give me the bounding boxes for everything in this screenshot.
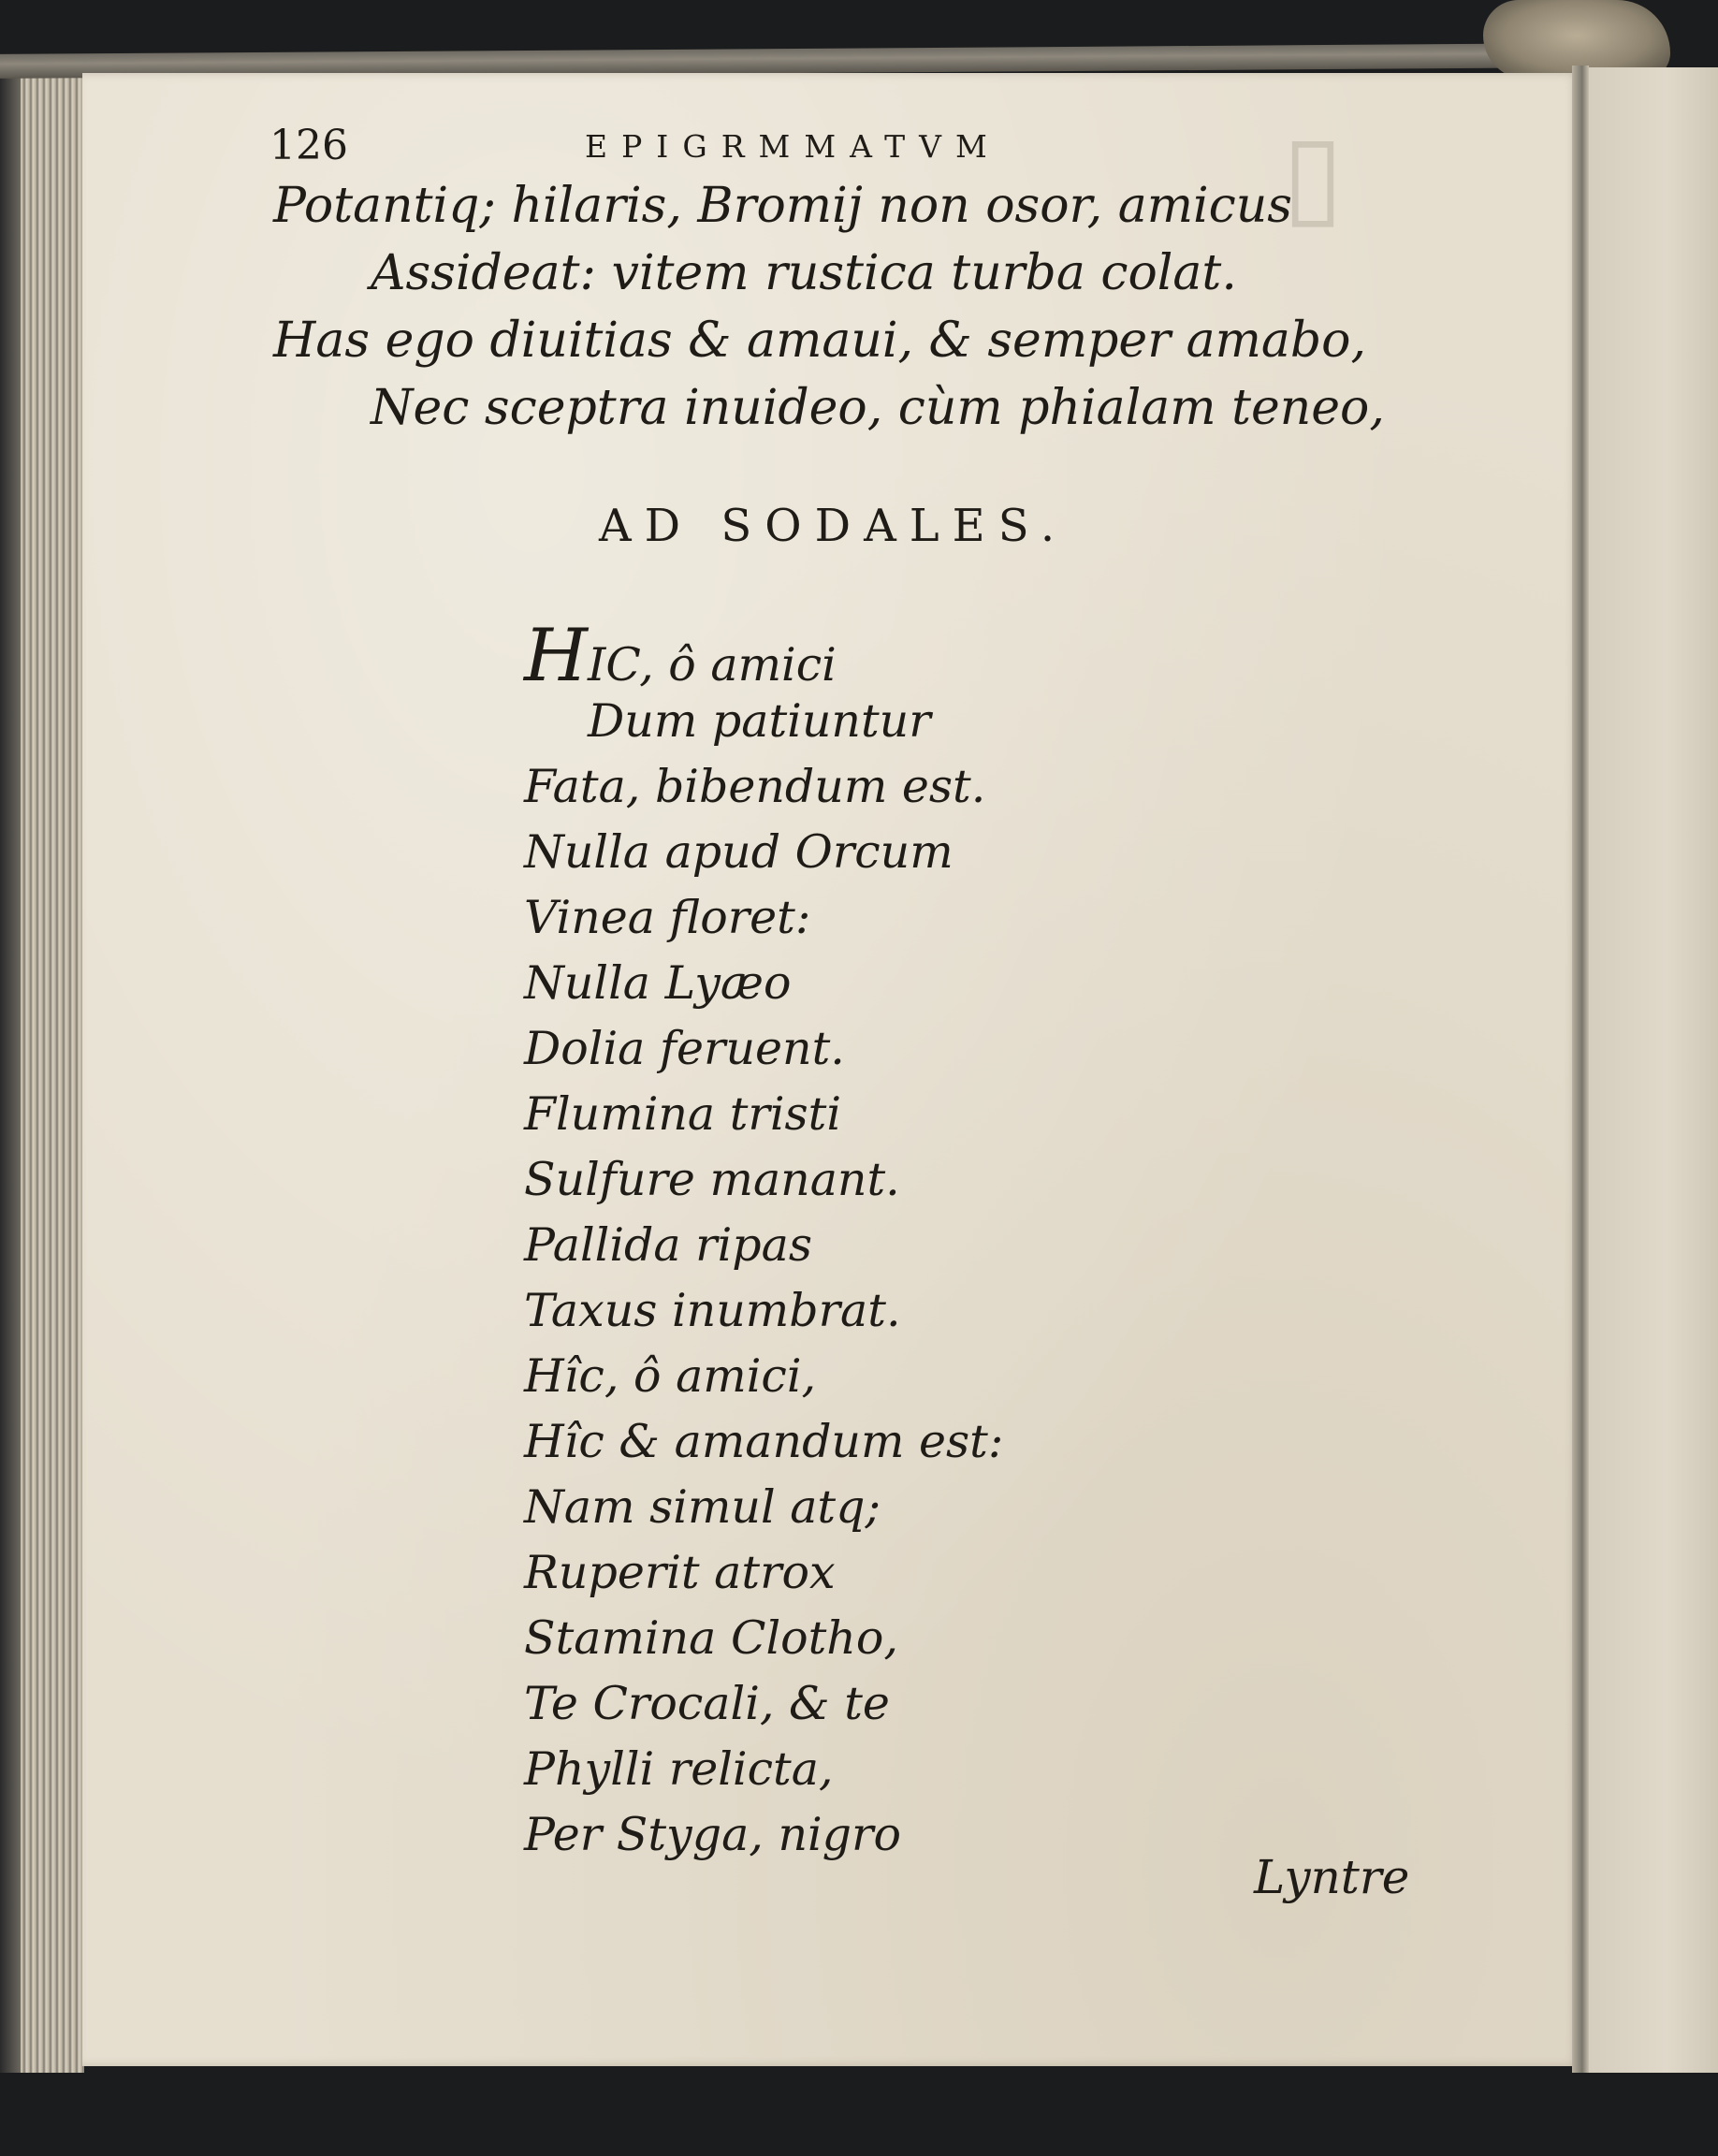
poem-line: Dolia feruent. [524,1022,845,1075]
verse-line: Has ego diuitias & amaui, & semper amabo, [273,313,1367,369]
poem-line: Pallida ripas [524,1218,812,1272]
poem-line: Nulla Lyæo [524,956,792,1010]
catchword: Lyntre [1254,1850,1410,1904]
verse-line: Nec sceptra inuideo, cùm phialam teneo, [371,380,1385,436]
poem-line: Ruperit atrox [524,1546,836,1599]
binding-shadow [0,66,21,2077]
poem-line: Nam simul atq; [524,1480,881,1534]
poem-line: Taxus inumbrat. [524,1284,901,1337]
poem-line: Per Styga, nigro [524,1808,901,1861]
poem-line: Nulla apud Orcum [524,825,954,879]
verse-line: Potantiq; hilaris, Bromij non osor, amicus [273,178,1292,234]
poem-line: Flumina tristi [524,1087,842,1141]
poem-first-line [524,614,837,698]
poem-line: Te Crocali, & te [524,1677,890,1730]
poem-line: Hîc, ô amici, [524,1349,817,1403]
poem-line: Phylli relicta, [524,1742,834,1796]
poem-line: Vinea floret: [524,891,811,944]
poem-title: AD SODALES. [599,500,1069,552]
verse-line: Assideat: vitem rustica turba colat. [371,245,1237,301]
background-strip [0,2073,1718,2156]
poem-line: Stamina Clotho, [524,1611,898,1665]
page-number: 126 [269,122,348,169]
poem-line: Fata, bibendum est. [524,760,986,813]
drop-initial: H [524,614,589,698]
poem-line: Sulfure manant. [524,1153,900,1206]
poem-line: IC, ô amici [588,638,837,692]
poem-line: Dum patiuntur [588,694,931,748]
facing-page-edge [1589,67,1718,2075]
gutter [1572,66,1589,2073]
poem-line: Hîc & amandum est: [524,1415,1004,1468]
running-head: EPIGRMMATVM [585,128,1001,165]
bleed-through-mark: ▯ [1282,110,1354,240]
